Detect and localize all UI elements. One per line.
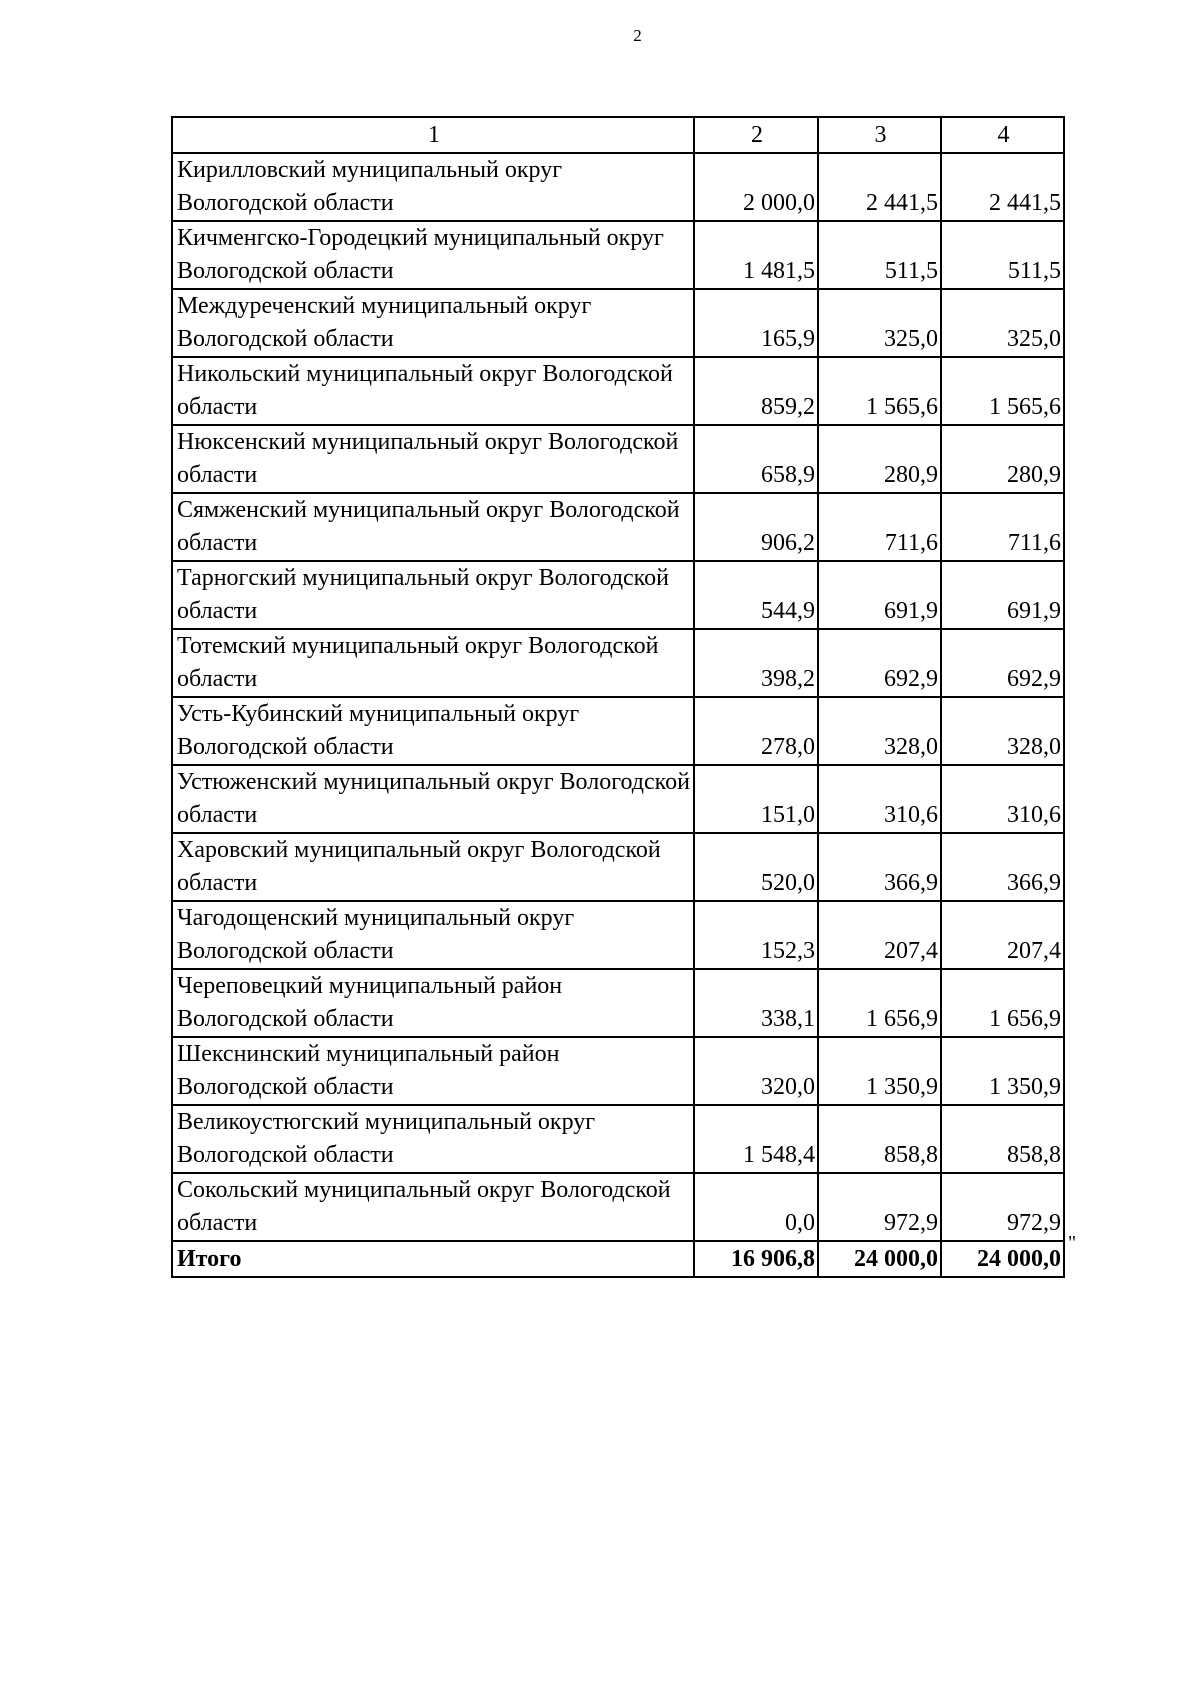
value-col4: 2 441,5 [941, 153, 1064, 221]
value-col2: 859,2 [694, 357, 818, 425]
allocation-table [171, 116, 1065, 1278]
table-row [172, 901, 1064, 969]
value-col3: 858,8 [818, 1105, 941, 1173]
total-label: Итого [172, 1241, 694, 1277]
district-name: Чагодощенский муниципальный округ Вологодской области [172, 901, 694, 969]
district-name: Сокольский муниципальный округ Вологодской области [172, 1173, 694, 1241]
table-row [172, 425, 1064, 493]
district-name: Усть-Кубинский муниципальный округ Вологодской области [172, 697, 694, 765]
value-col3: 692,9 [818, 629, 941, 697]
table-row [172, 697, 1064, 765]
value-col4: 1 350,9 [941, 1037, 1064, 1105]
value-col2: 152,3 [694, 901, 818, 969]
district-name: Харовский муниципальный округ Вологодской области [172, 833, 694, 901]
total-col4: 24 000,0 [941, 1241, 1064, 1277]
header-cell: 4 [941, 117, 1064, 153]
value-col4: 511,5 [941, 221, 1064, 289]
value-col4: 858,8 [941, 1105, 1064, 1173]
value-col2: 151,0 [694, 765, 818, 833]
table-row [172, 357, 1064, 425]
value-col2: 2 000,0 [694, 153, 818, 221]
value-col3: 207,4 [818, 901, 941, 969]
value-col2: 906,2 [694, 493, 818, 561]
value-col2: 278,0 [694, 697, 818, 765]
value-col3: 1 656,9 [818, 969, 941, 1037]
value-col2: 320,0 [694, 1037, 818, 1105]
table-header-row [172, 117, 1064, 153]
header-cell: 1 [172, 117, 694, 153]
table-row [172, 629, 1064, 697]
table-row [172, 561, 1064, 629]
value-col4: 1 656,9 [941, 969, 1064, 1037]
header-cell: 3 [818, 117, 941, 153]
value-col4: 207,4 [941, 901, 1064, 969]
value-col3: 310,6 [818, 765, 941, 833]
value-col4: 972,9 [941, 1173, 1064, 1241]
value-col4: 1 565,6 [941, 357, 1064, 425]
value-col2: 520,0 [694, 833, 818, 901]
total-col3: 24 000,0 [818, 1241, 941, 1277]
value-col4: 280,9 [941, 425, 1064, 493]
value-col2: 0,0 [694, 1173, 818, 1241]
value-col4: 691,9 [941, 561, 1064, 629]
table-row [172, 493, 1064, 561]
table-row [172, 969, 1064, 1037]
value-col4: 692,9 [941, 629, 1064, 697]
table-row [172, 153, 1064, 221]
total-row [172, 1241, 1064, 1277]
total-col2: 16 906,8 [694, 1241, 818, 1277]
district-name: Тарногский муниципальный округ Вологодской области [172, 561, 694, 629]
value-col3: 972,9 [818, 1173, 941, 1241]
district-name: Нюксенский муниципальный округ Вологодской области [172, 425, 694, 493]
table-row [172, 289, 1064, 357]
value-col3: 325,0 [818, 289, 941, 357]
value-col3: 328,0 [818, 697, 941, 765]
district-name: Шекснинский муниципальный район Вологодской области [172, 1037, 694, 1105]
value-col4: 325,0 [941, 289, 1064, 357]
district-name: Великоустюгский муниципальный округ Вологодской области [172, 1105, 694, 1173]
table-row [172, 1173, 1064, 1241]
value-col3: 691,9 [818, 561, 941, 629]
district-name: Устюженский муниципальный округ Вологодской области [172, 765, 694, 833]
table-row [172, 1105, 1064, 1173]
district-name: Тотемский муниципальный округ Вологодской области [172, 629, 694, 697]
value-col2: 658,9 [694, 425, 818, 493]
page-number: 2 [633, 26, 642, 45]
table-row [172, 221, 1064, 289]
value-col2: 1 548,4 [694, 1105, 818, 1173]
value-col3: 1 565,6 [818, 357, 941, 425]
table-row [172, 765, 1064, 833]
district-name: Кичменгско-Городецкий муниципальный округ Вологодской области [172, 221, 694, 289]
district-name: Кирилловский муниципальный округ Вологодской области [172, 153, 694, 221]
table-row [172, 833, 1064, 901]
value-col2: 544,9 [694, 561, 818, 629]
district-name: Череповецкий муниципальный район Вологодской области [172, 969, 694, 1037]
value-col4: 711,6 [941, 493, 1064, 561]
value-col4: 366,9 [941, 833, 1064, 901]
closing-quote: " [1068, 1232, 1077, 1254]
value-col2: 1 481,5 [694, 221, 818, 289]
value-col3: 280,9 [818, 425, 941, 493]
district-name: Никольский муниципальный округ Вологодской области [172, 357, 694, 425]
value-col2: 398,2 [694, 629, 818, 697]
value-col3: 511,5 [818, 221, 941, 289]
value-col3: 2 441,5 [818, 153, 941, 221]
table-row [172, 1037, 1064, 1105]
value-col2: 338,1 [694, 969, 818, 1037]
value-col3: 1 350,9 [818, 1037, 941, 1105]
value-col4: 310,6 [941, 765, 1064, 833]
value-col4: 328,0 [941, 697, 1064, 765]
value-col2: 165,9 [694, 289, 818, 357]
value-col3: 366,9 [818, 833, 941, 901]
district-name: Междуреченский муниципальный округ Вологодской области [172, 289, 694, 357]
district-name: Сямженский муниципальный округ Вологодской области [172, 493, 694, 561]
header-cell: 2 [694, 117, 818, 153]
value-col3: 711,6 [818, 493, 941, 561]
